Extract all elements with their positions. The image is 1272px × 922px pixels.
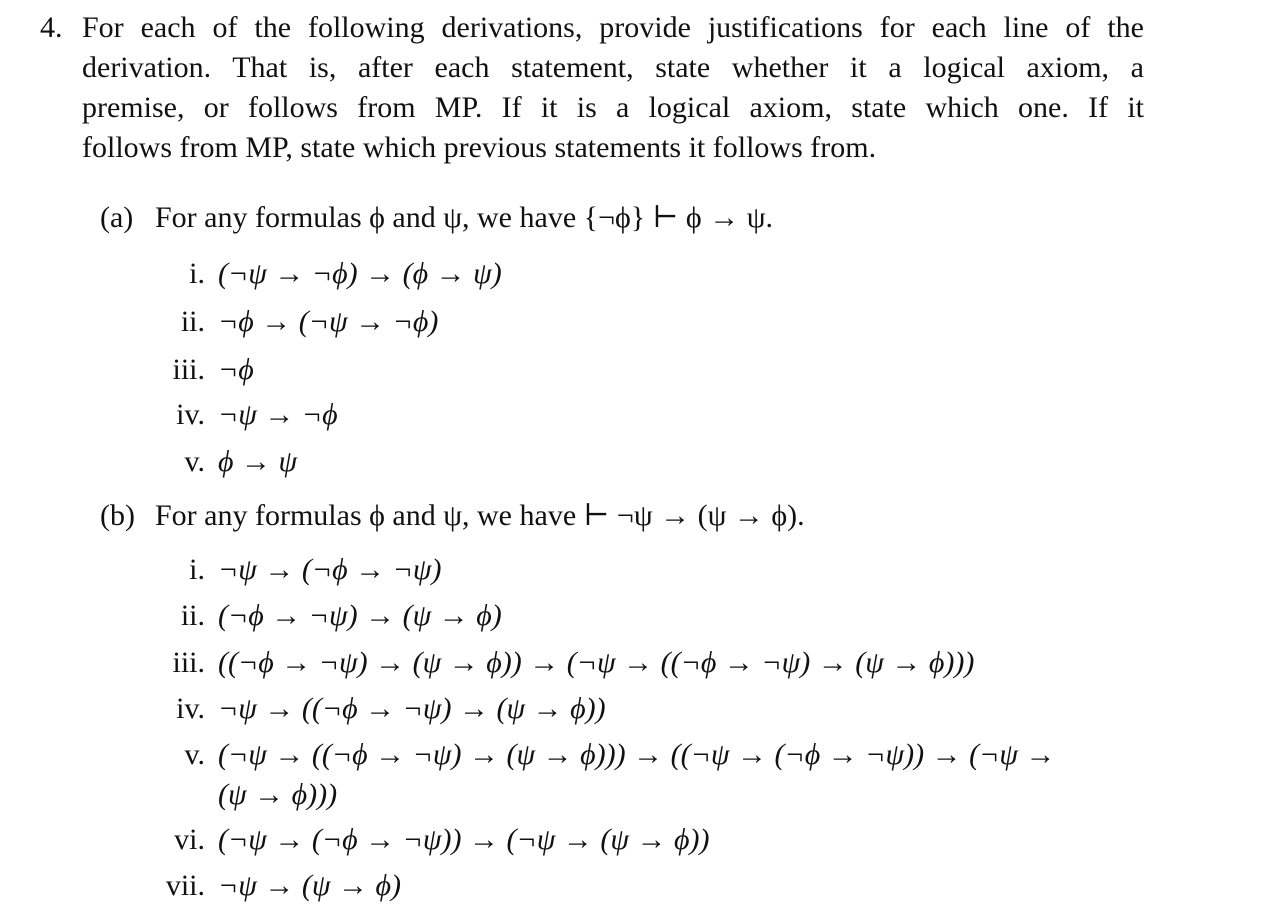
step-formula: ¬ϕ → (¬ψ → ¬ϕ) [218,305,439,338]
intro-line: follows from MP, state which previous statements it follows from. [82,131,877,164]
intro-line: For each of the following derivations, provide justifications for each line of the [82,11,1144,44]
step-number: vii. [165,869,205,902]
step-number: iii. [172,646,205,679]
step-number: iv. [176,692,205,725]
step-number: i. [189,257,205,290]
part-a-label: (a) [100,201,134,234]
intro-line: premise, or follows from MP. If it is a logical axiom, state which one. If it [82,91,1144,124]
step-formula: ¬ψ → ¬ϕ [218,398,338,431]
step-formula: ϕ → ψ [218,445,298,478]
step-formula: (¬ϕ → ¬ψ) → (ψ → ϕ) [218,599,502,632]
step-formula-continuation: (ψ → ϕ))) [218,778,338,811]
part-b-statement: For any formulas ϕ and ψ, we have ⊢ ¬ψ → (ψ → ϕ). [155,499,805,532]
intro-line: derivation. That is, after each statement, state whether it a logical axiom, a [82,51,1144,84]
step-number: i. [189,553,205,586]
step-formula: ¬ϕ [218,353,254,386]
part-b-label: (b) [100,499,135,532]
step-formula: (¬ψ → ¬ϕ) → (ϕ → ψ) [218,257,502,290]
step-formula: (¬ψ → (¬ϕ → ¬ψ)) → (¬ψ → (ψ → ϕ)) [218,823,710,856]
step-number: iv. [176,398,205,431]
step-formula: ¬ψ → ((¬ϕ → ¬ψ) → (ψ → ϕ)) [218,692,606,725]
step-formula: ((¬ϕ → ¬ψ) → (ψ → ϕ)) → (¬ψ → ((¬ϕ → ¬ψ) → (ψ → ϕ))) [218,646,975,679]
step-formula: (¬ψ → ((¬ϕ → ¬ψ) → (ψ → ϕ))) → ((¬ψ → (¬ϕ → ¬ψ)) → (¬ψ → [218,738,1056,771]
step-number: iii. [172,353,205,386]
step-number: v. [184,445,205,478]
step-formula: ¬ψ → (¬ϕ → ¬ψ) [218,553,442,586]
step-formula: ¬ψ → (ψ → ϕ) [218,869,402,902]
part-a-statement: For any formulas ϕ and ψ, we have {¬ϕ} ⊢ ϕ → ψ. [155,201,774,234]
step-number: ii. [180,305,205,338]
problem-intro [82,8,1144,168]
step-number: vi. [174,823,205,856]
step-number: v. [184,738,205,771]
step-number: ii. [180,599,205,632]
problem-number: 4. [40,11,63,44]
